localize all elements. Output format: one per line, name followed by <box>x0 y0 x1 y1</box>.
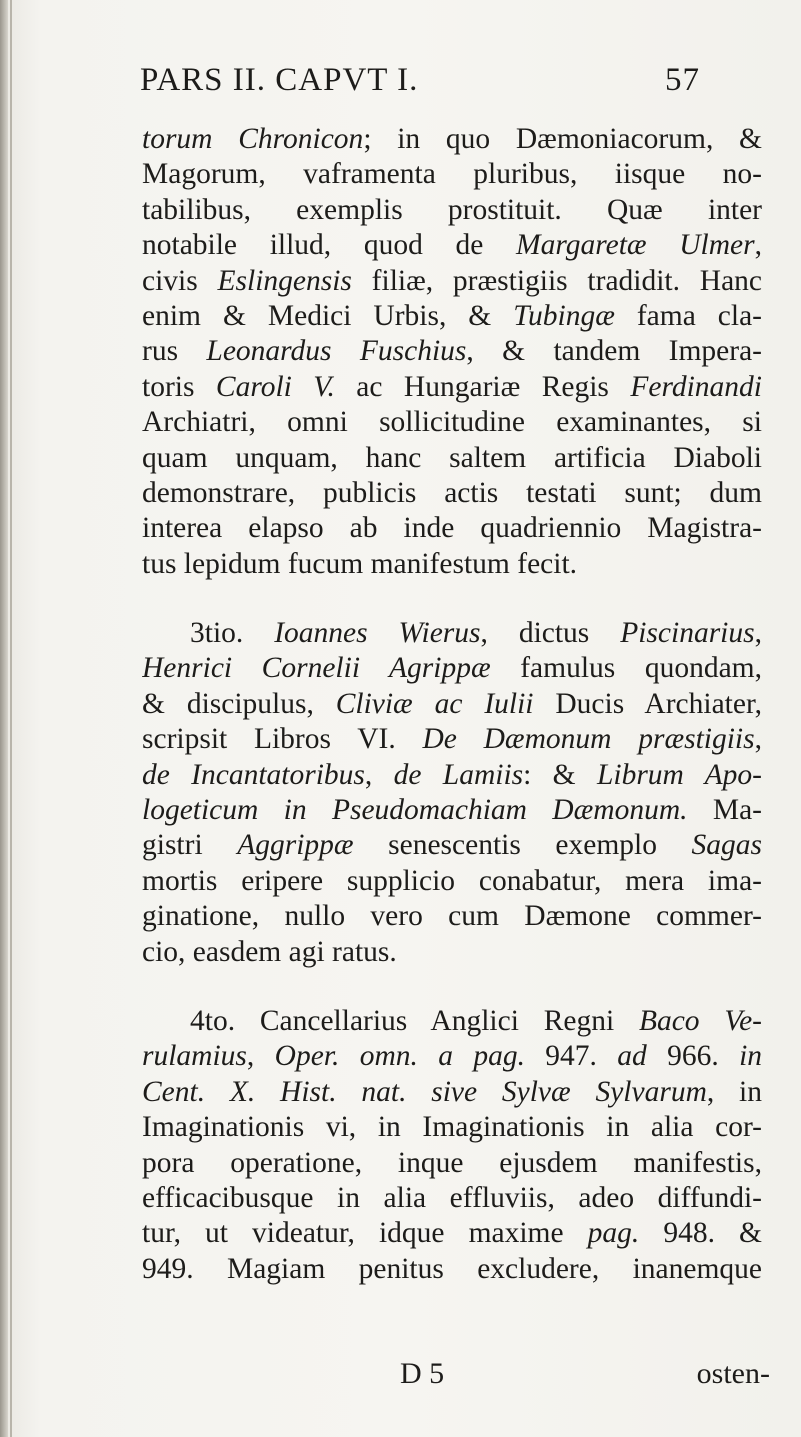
text-line: Henrici Cornelii Agrippæ famulus quondam, <box>142 652 762 685</box>
text-line: tus lepidum fucum manifestum fecit. <box>142 547 578 580</box>
text-line: scripsit Libros VI. De Dæmonum præstigiis, <box>142 723 762 756</box>
text-line: notabile illud, quod de Margaretæ Ulmer, <box>142 229 762 262</box>
text-line: Imaginationis vi, in Imaginationis in alia cor- <box>142 1111 762 1144</box>
text-line: torum Chronicon; in quo Dæmoniacorum, & <box>142 123 762 155</box>
text-line: logeticum in Pseudomachiam Dæmonum. Ma- <box>142 794 762 827</box>
text-line: de Incantatoribus, de Lamiis: & Librum Apo- <box>142 758 762 791</box>
gutter-rule <box>10 0 12 1437</box>
text-line: interea elapso ab inde quadriennio Magistra- <box>142 512 762 545</box>
text-line: 4to. Cancellarius Anglici Regni Baco Ve- <box>190 1004 762 1037</box>
paragraph <box>142 122 762 582</box>
text-line: 949. Magiam penitus excludere, inanemque <box>142 1252 762 1285</box>
text-line: 3tio. Ioannes Wierus, dictus Piscinarius, <box>190 617 762 650</box>
page-number: 57 <box>665 62 700 98</box>
text-line: & discipulus, Cliviæ ac Iulii Ducis Archiater, <box>142 687 762 720</box>
text-line: Magorum, vaframenta pluribus, iisque no- <box>142 158 762 191</box>
text-line: gistri Aggrippæ senescentis exemplo Sagas <box>142 829 762 862</box>
paragraph-gap <box>142 582 762 616</box>
catchword: osten- <box>696 1357 770 1390</box>
text-line: tur, ut videatur, idque maxime pag. 948. & <box>142 1217 762 1250</box>
page-footer <box>400 1357 770 1397</box>
body-text <box>142 122 762 1287</box>
text-line: demonstrare, publicis actis testati sunt; dum <box>142 476 762 509</box>
running-header <box>140 62 700 102</box>
text-line: toris Caroli V. ac Hungariæ Regis Ferdinandi <box>142 370 762 403</box>
text-line: cio, easdem agi ratus. <box>142 935 397 968</box>
text-line: rus Leonardus Fuschius, & tandem Impera- <box>142 335 762 368</box>
text-line: rulamius, Oper. omn. a pag. 947. ad 966. in <box>142 1040 762 1073</box>
paragraph-gap <box>142 970 762 1004</box>
header-title: PARS II. CAPVT I. <box>140 62 419 98</box>
text-line: pora operatione, inque ejusdem manifestis, <box>142 1146 762 1179</box>
text-line: enim & Medici Urbis, & Tubingæ fama cla- <box>142 299 762 332</box>
text-line: Cent. X. Hist. nat. sive Sylvæ Sylvarum, in <box>142 1075 762 1108</box>
paragraph <box>142 616 762 970</box>
page-gutter <box>0 0 8 1437</box>
paragraph <box>142 1004 762 1287</box>
text-line: Archiatri, omni sollicitudine examinantes, si <box>142 406 762 439</box>
text-line: mortis eripere supplicio conabatur, mera ima- <box>142 864 762 897</box>
signature-mark: D 5 <box>400 1357 445 1390</box>
text-line: civis Eslingensis filiæ, præstigiis tradidit. Hanc <box>142 264 762 297</box>
text-line: efficacibusque in alia effluviis, adeo diffundi- <box>142 1181 762 1214</box>
text-line: quam unquam, hanc saltem artificia Diaboli <box>142 441 762 474</box>
text-line: tabilibus, exemplis prostituit. Quæ inter <box>142 193 762 226</box>
text-line: ginatione, nullo vero cum Dæmone commer- <box>142 900 762 933</box>
